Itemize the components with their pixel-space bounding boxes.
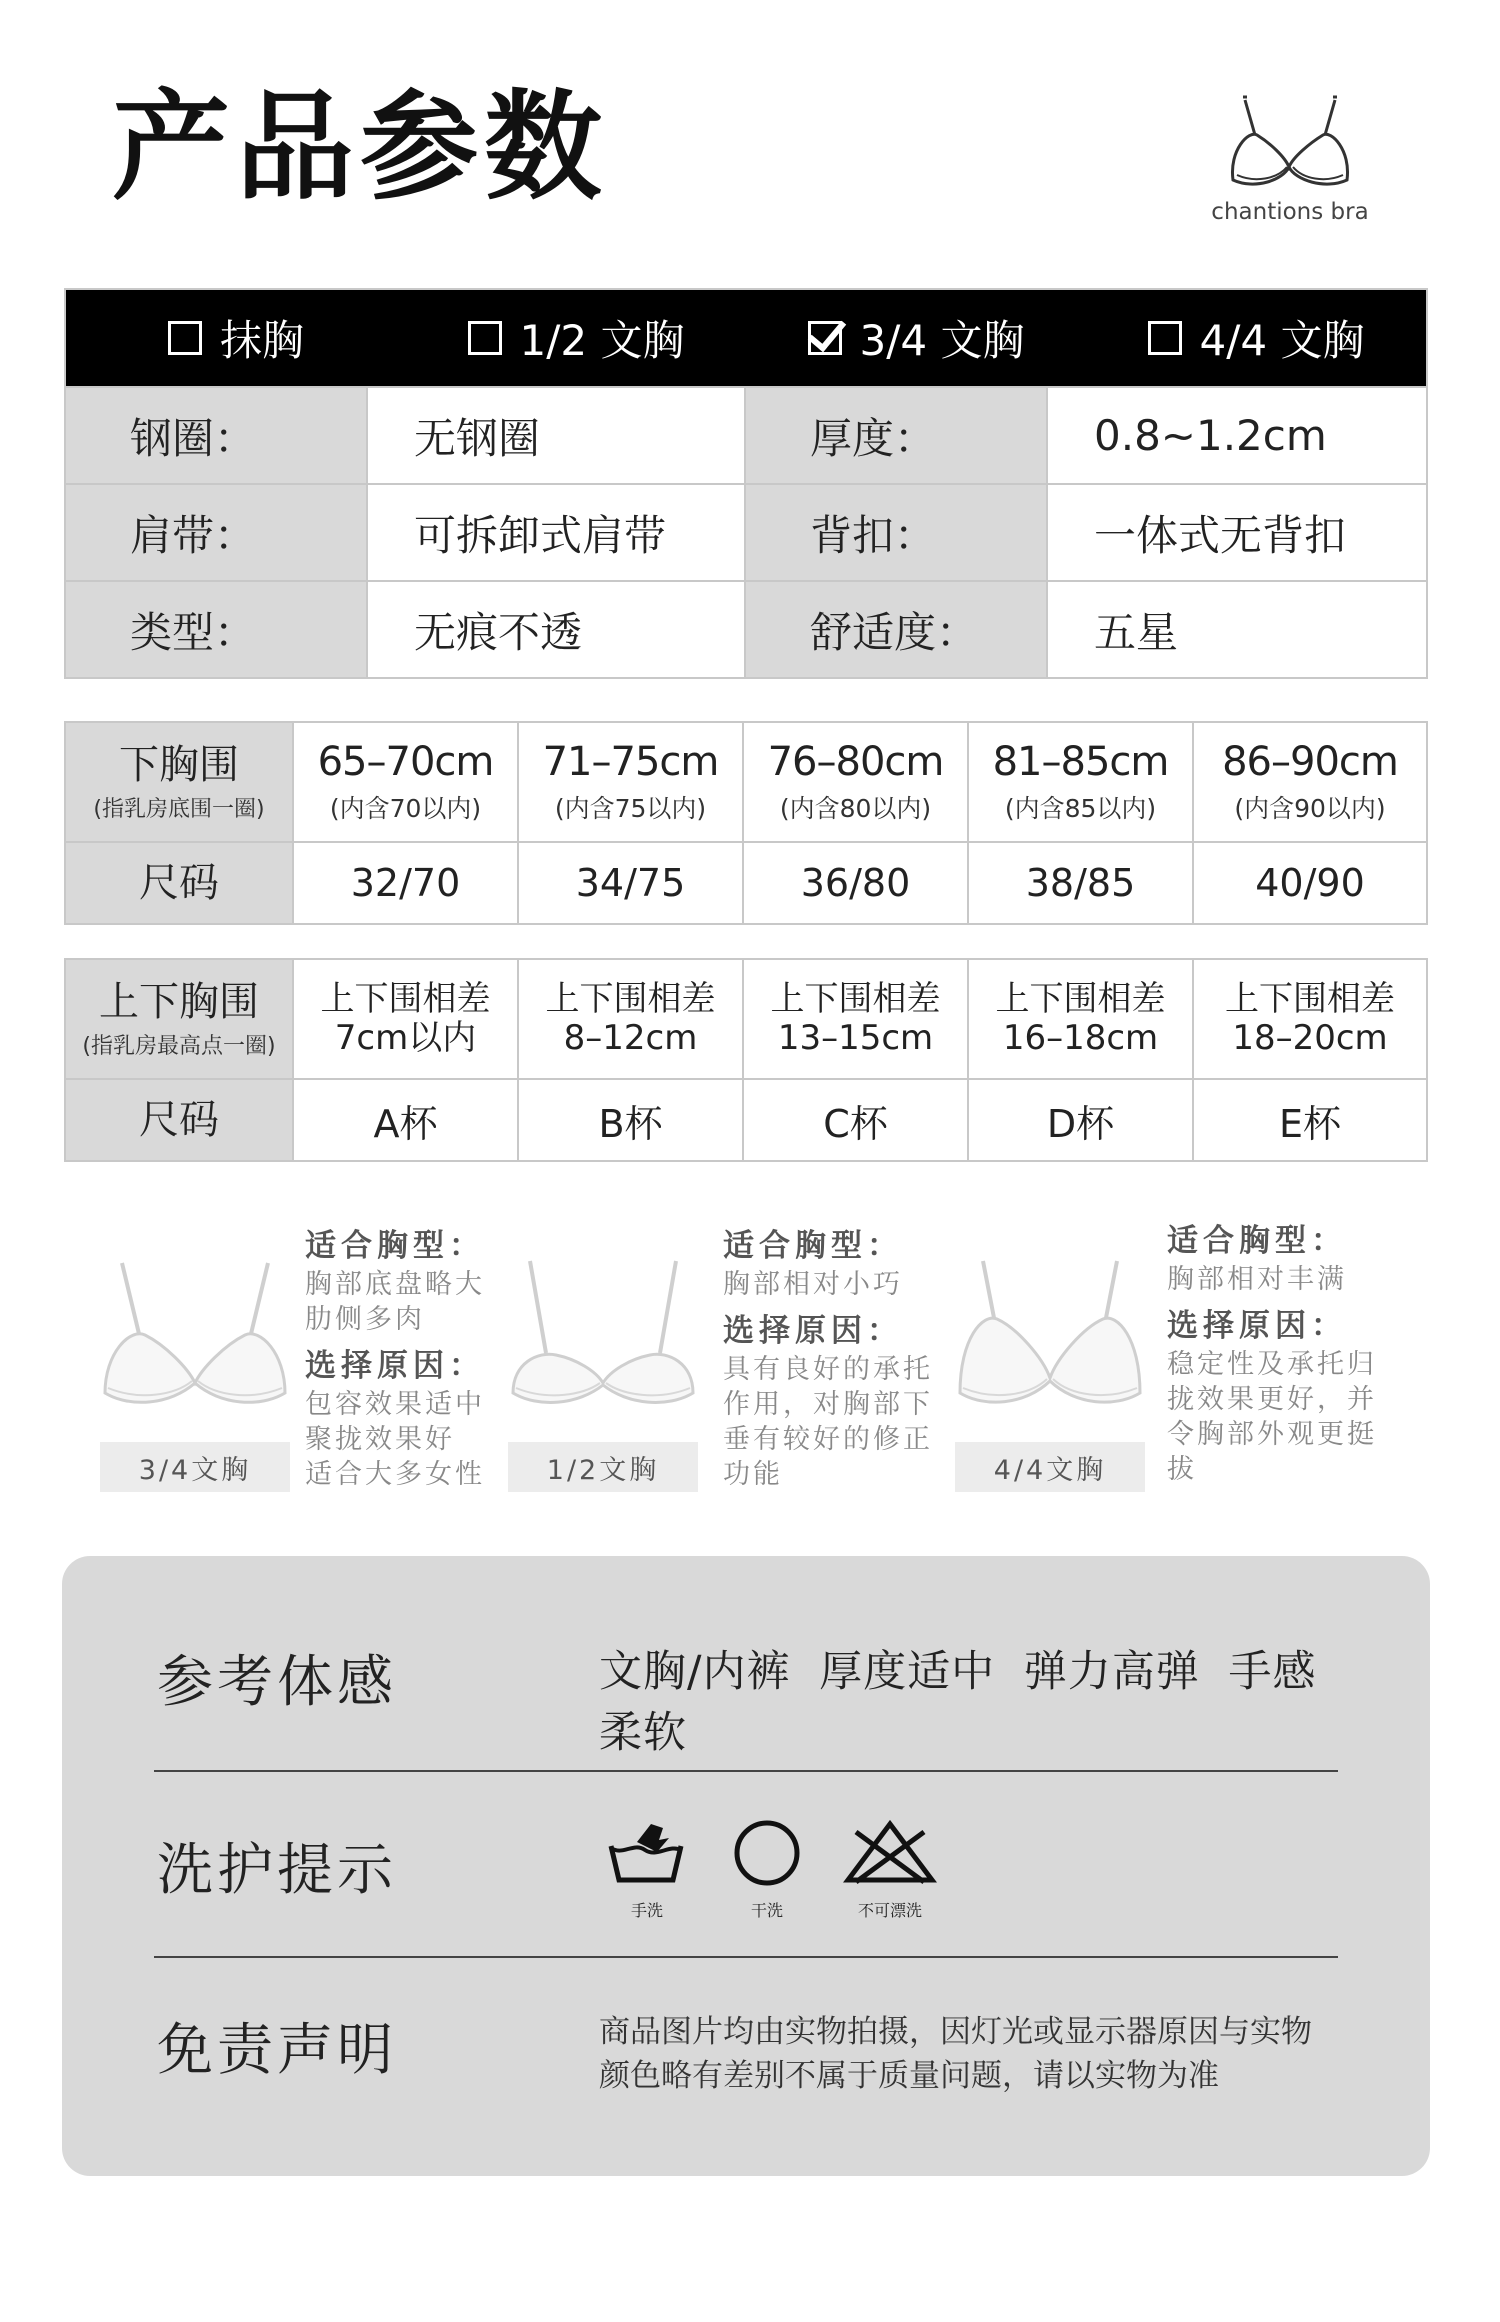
cup-value: B杯 bbox=[598, 1101, 663, 1146]
fit-line: 胸部相对小巧 bbox=[723, 1269, 903, 1300]
spec-label: 舒适度： bbox=[746, 582, 1048, 677]
fit-line: 胸部相对丰满 bbox=[1167, 1264, 1347, 1295]
cup-diff-value: 8–12cm bbox=[563, 1018, 698, 1058]
table-row bbox=[66, 960, 1426, 1078]
size-label: 尺码 bbox=[139, 1097, 219, 1143]
style-tag: 4/4文胸 bbox=[955, 1442, 1145, 1492]
spec-label: 类型： bbox=[66, 582, 368, 677]
size-cell bbox=[294, 843, 519, 923]
cup-cell bbox=[1194, 1080, 1426, 1160]
cup-value: E杯 bbox=[1278, 1101, 1341, 1146]
bra-logo-icon bbox=[1225, 95, 1355, 195]
cup-value: D杯 bbox=[1046, 1101, 1115, 1146]
bra-style-three-quarter bbox=[100, 1225, 500, 1505]
style-option-label: 4/4 文胸 bbox=[1199, 316, 1365, 365]
cup-diff-label: 上下围相差 bbox=[320, 978, 491, 1019]
cup-diff-label: 上下围相差 bbox=[545, 978, 716, 1019]
style-option-full-cup bbox=[1086, 290, 1426, 386]
bra-style-full-cup bbox=[955, 1225, 1395, 1505]
cup-diff-cell bbox=[519, 960, 744, 1078]
style-description bbox=[1167, 1220, 1377, 1487]
fit-title: 适合胸型： bbox=[723, 1228, 903, 1264]
band-header-note: (指乳房底围一圈) bbox=[93, 796, 265, 822]
reason-line: 聚拢效果好 bbox=[305, 1424, 455, 1455]
disclaimer-text bbox=[599, 2010, 1359, 2098]
half-cup-bra-icon bbox=[508, 1243, 698, 1433]
info-panel bbox=[62, 1556, 1430, 2176]
band-range-cell bbox=[969, 723, 1194, 841]
divider bbox=[154, 1770, 1338, 1772]
style-option-label: 3/4 文胸 bbox=[859, 316, 1025, 365]
size-value: 40/90 bbox=[1255, 861, 1365, 905]
cup-diff-cell bbox=[1194, 960, 1426, 1078]
reason-line: 垂有较好的修正 bbox=[723, 1424, 933, 1455]
dry-clean-icon bbox=[732, 1818, 802, 1921]
size-label-cell bbox=[66, 1080, 294, 1160]
style-option-three-quarter-cup bbox=[746, 290, 1086, 386]
band-header-cell bbox=[66, 723, 294, 841]
band-range: 86–90cm bbox=[1222, 739, 1398, 785]
size-value: 36/80 bbox=[800, 861, 911, 905]
cup-diff-value: 13–15cm bbox=[777, 1018, 934, 1058]
spec-row bbox=[66, 386, 1426, 483]
page-title: 产品参数 bbox=[112, 78, 609, 216]
size-cell bbox=[519, 843, 744, 923]
spec-label: 肩带： bbox=[66, 485, 368, 580]
divider bbox=[154, 1956, 1338, 1958]
care-label: 洗护提示 bbox=[157, 1838, 397, 1903]
cup-diff-cell bbox=[294, 960, 519, 1078]
spec-label: 背扣： bbox=[746, 485, 1048, 580]
cup-value: C杯 bbox=[823, 1101, 888, 1146]
cup-cell bbox=[744, 1080, 969, 1160]
cup-size-table bbox=[64, 958, 1428, 1162]
cup-diff-value: 16–18cm bbox=[1002, 1018, 1159, 1058]
reason-line: 具有良好的承托 bbox=[723, 1354, 933, 1385]
care-caption: 不可漂洗 bbox=[857, 1901, 922, 1920]
reason-title: 选择原因： bbox=[723, 1313, 903, 1349]
cup-header: 上下胸围 bbox=[99, 978, 259, 1025]
cup-diff-label: 上下围相差 bbox=[995, 978, 1166, 1019]
table-row bbox=[66, 841, 1426, 923]
brand-logo bbox=[1200, 95, 1380, 225]
band-range-cell bbox=[1194, 723, 1426, 841]
style-tag: 1/2文胸 bbox=[508, 1442, 698, 1492]
size-value: 32/70 bbox=[350, 861, 461, 905]
reason-line: 令胸部外观更挺 bbox=[1167, 1419, 1377, 1450]
feel-row bbox=[157, 1638, 1335, 1758]
style-option-half-cup bbox=[406, 290, 746, 386]
size-cell bbox=[744, 843, 969, 923]
spec-value: 五星 bbox=[1048, 582, 1426, 677]
cup-diff-label: 上下围相差 bbox=[1225, 978, 1395, 1019]
size-label: 尺码 bbox=[139, 860, 219, 906]
cup-cell bbox=[969, 1080, 1194, 1160]
reason-line: 包容效果适中 bbox=[305, 1389, 485, 1420]
no-bleach-icon bbox=[842, 1818, 938, 1921]
spec-table bbox=[64, 288, 1428, 679]
reason-line: 适合大多女性 bbox=[305, 1459, 485, 1490]
band-range-cell bbox=[294, 723, 519, 841]
care-row bbox=[157, 1818, 1335, 1928]
band-range: 71–75cm bbox=[542, 739, 719, 785]
band-range: 76–80cm bbox=[767, 739, 944, 785]
checkbox-icon bbox=[1148, 321, 1182, 355]
checkbox-icon bbox=[168, 321, 202, 355]
cup-cell bbox=[294, 1080, 519, 1160]
size-value: 34/75 bbox=[575, 861, 686, 905]
reason-title: 选择原因： bbox=[1167, 1308, 1347, 1344]
cup-header-cell bbox=[66, 960, 294, 1078]
table-row bbox=[66, 723, 1426, 841]
band-range-cell bbox=[744, 723, 969, 841]
band-range-note: (内含85以内) bbox=[1004, 794, 1157, 823]
band-range: 65–70cm bbox=[317, 739, 494, 785]
fit-line: 胸部底盘略大 bbox=[305, 1269, 485, 1300]
full-cup-bra-icon bbox=[955, 1243, 1145, 1433]
spec-value: 无痕不透 bbox=[368, 582, 746, 677]
style-tag: 3/4文胸 bbox=[100, 1442, 290, 1492]
size-cell bbox=[1194, 843, 1426, 923]
three-quarter-bra-icon bbox=[100, 1243, 290, 1433]
band-range-note: (内含90以内) bbox=[1234, 794, 1386, 823]
cup-header-note: (指乳房最高点一圈) bbox=[82, 1033, 276, 1059]
style-description bbox=[305, 1225, 485, 1492]
spec-value: 一体式无背扣 bbox=[1048, 485, 1426, 580]
band-header: 下胸围 bbox=[119, 741, 239, 788]
spec-label: 钢圈： bbox=[66, 388, 368, 483]
care-caption: 手洗 bbox=[630, 1901, 663, 1920]
band-range: 81–85cm bbox=[992, 739, 1169, 785]
size-value: 38/85 bbox=[1025, 861, 1136, 905]
style-option-label: 1/2 文胸 bbox=[519, 316, 685, 365]
style-option-strapless bbox=[66, 290, 406, 386]
band-size-table bbox=[64, 721, 1428, 925]
band-range-note: (内含75以内) bbox=[554, 794, 707, 823]
cup-cell bbox=[519, 1080, 744, 1160]
style-option-label: 抹胸 bbox=[219, 316, 304, 365]
feel-label: 参考体感 bbox=[157, 1650, 397, 1715]
size-cell bbox=[969, 843, 1194, 923]
hand-wash-icon bbox=[607, 1818, 687, 1921]
cup-value: A杯 bbox=[373, 1101, 438, 1146]
reason-line: 作用，对胸部下 bbox=[723, 1389, 933, 1420]
bra-style-half-cup bbox=[508, 1225, 948, 1505]
brand-name: chantions bra bbox=[1211, 199, 1369, 225]
spec-value: 无钢圈 bbox=[368, 388, 746, 483]
cup-diff-cell bbox=[969, 960, 1194, 1078]
spec-label: 厚度： bbox=[746, 388, 1048, 483]
care-caption: 干洗 bbox=[750, 1901, 783, 1920]
style-description bbox=[723, 1225, 933, 1492]
table-row bbox=[66, 1078, 1426, 1160]
checked-checkbox-icon bbox=[808, 321, 842, 355]
style-selector bbox=[66, 290, 1426, 386]
cup-diff-cell bbox=[744, 960, 969, 1078]
reason-line: 拢效果更好，并 bbox=[1167, 1384, 1377, 1415]
reason-title: 选择原因： bbox=[305, 1348, 485, 1384]
reason-line: 功能 bbox=[723, 1459, 783, 1490]
disclaimer-line: 颜色略有差别不属于质量问题，请以实物为准 bbox=[599, 2058, 1219, 2094]
fit-title: 适合胸型： bbox=[1167, 1223, 1347, 1259]
reason-line: 稳定性及承托归 bbox=[1167, 1349, 1377, 1380]
disclaimer-line: 商品图片均由实物拍摄，因灯光或显示器原因与实物 bbox=[599, 2014, 1312, 2050]
fit-line: 肋侧多肉 bbox=[305, 1304, 425, 1335]
fit-title: 适合胸型： bbox=[305, 1228, 485, 1264]
checkbox-icon bbox=[468, 321, 502, 355]
reason-line: 拔 bbox=[1167, 1454, 1197, 1485]
band-range-note: (内含80以内) bbox=[779, 794, 932, 823]
cup-diff-value: 7cm以内 bbox=[334, 1018, 477, 1058]
band-range-note: (内含70以内) bbox=[329, 794, 482, 823]
disclaimer-label: 免责声明 bbox=[157, 2018, 397, 2083]
cup-diff-label: 上下围相差 bbox=[770, 978, 941, 1019]
feel-values: 文胸/内裤 厚度适中 弹力高弹 手感柔软 bbox=[599, 1647, 1317, 1758]
size-label-cell bbox=[66, 843, 294, 923]
cup-diff-value: 18–20cm bbox=[1232, 1018, 1388, 1058]
spec-value: 可拆卸式肩带 bbox=[368, 485, 746, 580]
spec-value: 0.8~1.2cm bbox=[1048, 388, 1426, 483]
band-range-cell bbox=[519, 723, 744, 841]
disclaimer-row bbox=[157, 2006, 1335, 2106]
spec-row bbox=[66, 580, 1426, 677]
spec-row bbox=[66, 483, 1426, 580]
